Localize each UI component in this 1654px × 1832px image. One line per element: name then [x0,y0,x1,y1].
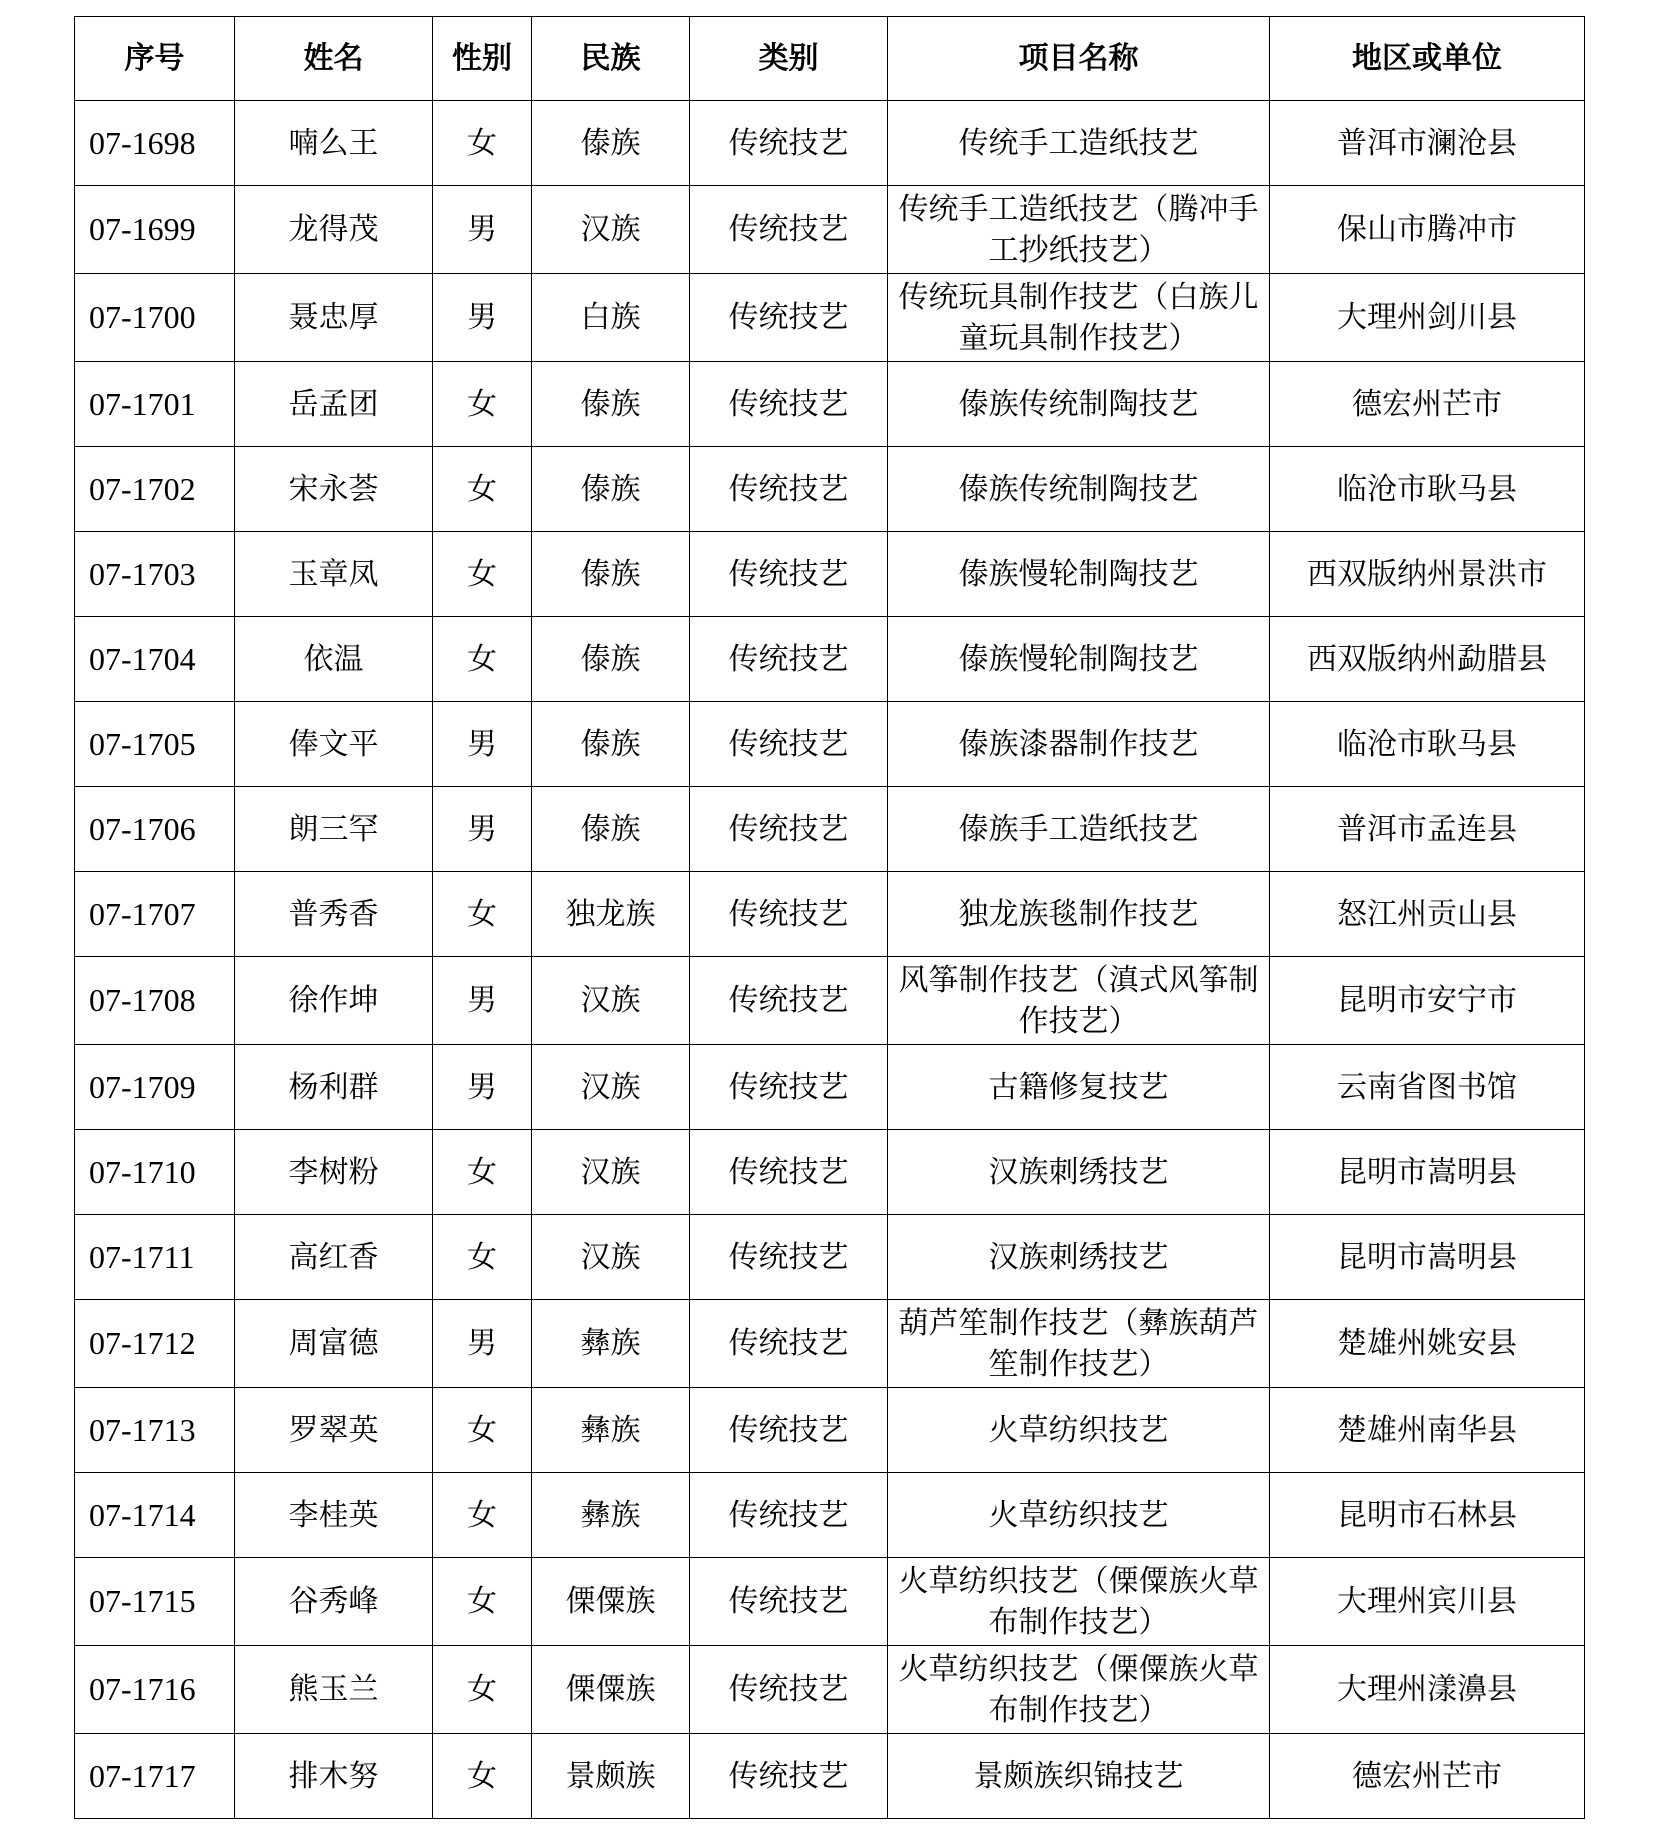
document-page [74,16,1584,1819]
header-gender: 性别 [433,17,532,101]
cell-project: 傣族漆器制作技艺 [888,702,1270,787]
table-row [75,274,1585,362]
cell-project: 火草纺织技艺 [888,1388,1270,1473]
cell-name: 排木努 [235,1734,433,1819]
cell-region: 昆明市安宁市 [1270,957,1585,1045]
cell-seq: 07-1710 [75,1130,235,1215]
cell-project: 风筝制作技艺（滇式风筝制作技艺） [888,957,1270,1045]
cell-ethnicity: 傣族 [532,532,690,617]
cell-seq: 07-1717 [75,1734,235,1819]
table-row [75,1388,1585,1473]
cell-project: 传统手工造纸技艺 [888,101,1270,186]
cell-category: 传统技艺 [690,1300,888,1388]
cell-name: 谷秀峰 [235,1558,433,1646]
cell-seq: 07-1704 [75,617,235,702]
cell-region: 德宏州芒市 [1270,362,1585,447]
cell-ethnicity: 傣族 [532,702,690,787]
cell-category: 传统技艺 [690,617,888,702]
cell-name: 朗三罕 [235,787,433,872]
cell-name: 玉章凤 [235,532,433,617]
cell-ethnicity: 彝族 [532,1473,690,1558]
cell-gender: 男 [433,957,532,1045]
header-seq: 序号 [75,17,235,101]
cell-category: 传统技艺 [690,274,888,362]
cell-seq: 07-1698 [75,101,235,186]
cell-name: 罗翠英 [235,1388,433,1473]
table-row [75,1646,1585,1734]
cell-gender: 男 [433,787,532,872]
cell-region: 德宏州芒市 [1270,1734,1585,1819]
cell-gender: 女 [433,1388,532,1473]
cell-region: 昆明市嵩明县 [1270,1130,1585,1215]
cell-name: 杨利群 [235,1045,433,1130]
cell-ethnicity: 傣族 [532,787,690,872]
cell-gender: 女 [433,617,532,702]
table-row [75,1473,1585,1558]
cell-region: 西双版纳州勐腊县 [1270,617,1585,702]
cell-gender: 女 [433,1130,532,1215]
cell-project: 傣族慢轮制陶技艺 [888,617,1270,702]
cell-seq: 07-1712 [75,1300,235,1388]
cell-category: 传统技艺 [690,186,888,274]
cell-category: 传统技艺 [690,101,888,186]
cell-ethnicity: 傈僳族 [532,1558,690,1646]
cell-seq: 07-1701 [75,362,235,447]
cell-seq: 07-1705 [75,702,235,787]
table-row [75,1300,1585,1388]
cell-region: 西双版纳州景洪市 [1270,532,1585,617]
cell-category: 传统技艺 [690,1734,888,1819]
cell-seq: 07-1709 [75,1045,235,1130]
header-row [75,17,1585,101]
cell-seq: 07-1708 [75,957,235,1045]
cell-category: 传统技艺 [690,1558,888,1646]
cell-project: 汉族刺绣技艺 [888,1130,1270,1215]
cell-ethnicity: 汉族 [532,957,690,1045]
cell-ethnicity: 傣族 [532,617,690,702]
cell-ethnicity: 汉族 [532,186,690,274]
cell-project: 传统手工造纸技艺（腾冲手工抄纸技艺） [888,186,1270,274]
cell-region: 楚雄州姚安县 [1270,1300,1585,1388]
cell-gender: 女 [433,1215,532,1300]
cell-name: 龙得茂 [235,186,433,274]
cell-gender: 男 [433,1045,532,1130]
cell-gender: 男 [433,186,532,274]
cell-name: 李桂英 [235,1473,433,1558]
cell-project: 传统玩具制作技艺（白族儿童玩具制作技艺） [888,274,1270,362]
cell-category: 传统技艺 [690,1473,888,1558]
cell-region: 普洱市澜沧县 [1270,101,1585,186]
cell-category: 传统技艺 [690,447,888,532]
cell-ethnicity: 汉族 [532,1045,690,1130]
cell-region: 云南省图书馆 [1270,1045,1585,1130]
cell-gender: 女 [433,532,532,617]
header-region: 地区或单位 [1270,17,1585,101]
cell-region: 普洱市孟连县 [1270,787,1585,872]
cell-category: 传统技艺 [690,1646,888,1734]
cell-ethnicity: 彝族 [532,1388,690,1473]
cell-name: 岳孟团 [235,362,433,447]
cell-ethnicity: 汉族 [532,1130,690,1215]
table-row [75,1130,1585,1215]
cell-seq: 07-1713 [75,1388,235,1473]
cell-name: 高红香 [235,1215,433,1300]
cell-project: 火草纺织技艺（傈僳族火草布制作技艺） [888,1558,1270,1646]
cell-name: 李树粉 [235,1130,433,1215]
cell-name: 周富德 [235,1300,433,1388]
cell-ethnicity: 景颇族 [532,1734,690,1819]
cell-seq: 07-1714 [75,1473,235,1558]
cell-region: 临沧市耿马县 [1270,702,1585,787]
table-body [75,101,1585,1819]
cell-name: 喃么王 [235,101,433,186]
cell-name: 徐作坤 [235,957,433,1045]
cell-seq: 07-1702 [75,447,235,532]
cell-name: 依温 [235,617,433,702]
table-row [75,1734,1585,1819]
cell-category: 传统技艺 [690,1215,888,1300]
cell-project: 葫芦笙制作技艺（彝族葫芦笙制作技艺） [888,1300,1270,1388]
cell-category: 传统技艺 [690,702,888,787]
cell-gender: 女 [433,1734,532,1819]
cell-gender: 男 [433,702,532,787]
cell-ethnicity: 傣族 [532,362,690,447]
cell-gender: 女 [433,872,532,957]
cell-gender: 男 [433,274,532,362]
header-category: 类别 [690,17,888,101]
table-row [75,362,1585,447]
cell-seq: 07-1715 [75,1558,235,1646]
cell-name: 熊玉兰 [235,1646,433,1734]
cell-gender: 女 [433,101,532,186]
cell-ethnicity: 傣族 [532,101,690,186]
cell-category: 传统技艺 [690,787,888,872]
cell-category: 传统技艺 [690,1130,888,1215]
cell-project: 独龙族毯制作技艺 [888,872,1270,957]
cell-ethnicity: 汉族 [532,1215,690,1300]
cell-project: 傣族手工造纸技艺 [888,787,1270,872]
cell-project: 景颇族织锦技艺 [888,1734,1270,1819]
cell-ethnicity: 独龙族 [532,872,690,957]
cell-seq: 07-1703 [75,532,235,617]
cell-gender: 女 [433,1473,532,1558]
header-name: 姓名 [235,17,433,101]
cell-name: 普秀香 [235,872,433,957]
cell-gender: 男 [433,1300,532,1388]
cell-region: 怒江州贡山县 [1270,872,1585,957]
table-row [75,872,1585,957]
table-row [75,787,1585,872]
table-row [75,617,1585,702]
cell-region: 保山市腾冲市 [1270,186,1585,274]
table-row [75,532,1585,617]
cell-region: 大理州漾濞县 [1270,1646,1585,1734]
cell-seq: 07-1711 [75,1215,235,1300]
cell-ethnicity: 彝族 [532,1300,690,1388]
cell-gender: 女 [433,1646,532,1734]
cell-ethnicity: 白族 [532,274,690,362]
cell-region: 昆明市嵩明县 [1270,1215,1585,1300]
cell-name: 俸文平 [235,702,433,787]
cell-seq: 07-1706 [75,787,235,872]
cell-name: 宋永荟 [235,447,433,532]
table-row [75,186,1585,274]
table-row [75,957,1585,1045]
cell-category: 传统技艺 [690,872,888,957]
cell-project: 汉族刺绣技艺 [888,1215,1270,1300]
table-row [75,1558,1585,1646]
cell-seq: 07-1699 [75,186,235,274]
cell-project: 火草纺织技艺（傈僳族火草布制作技艺） [888,1646,1270,1734]
cell-project: 火草纺织技艺 [888,1473,1270,1558]
table-row [75,1215,1585,1300]
cell-category: 传统技艺 [690,362,888,447]
cell-name: 聂忠厚 [235,274,433,362]
cell-region: 临沧市耿马县 [1270,447,1585,532]
cell-seq: 07-1707 [75,872,235,957]
cell-gender: 女 [433,362,532,447]
cell-gender: 女 [433,1558,532,1646]
cell-seq: 07-1716 [75,1646,235,1734]
table-row [75,447,1585,532]
inheritors-table [74,16,1585,1819]
cell-ethnicity: 傈僳族 [532,1646,690,1734]
cell-project: 傣族传统制陶技艺 [888,447,1270,532]
cell-project: 古籍修复技艺 [888,1045,1270,1130]
cell-region: 大理州宾川县 [1270,1558,1585,1646]
cell-seq: 07-1700 [75,274,235,362]
cell-category: 传统技艺 [690,1388,888,1473]
table-row [75,101,1585,186]
cell-project: 傣族慢轮制陶技艺 [888,532,1270,617]
cell-region: 楚雄州南华县 [1270,1388,1585,1473]
header-project: 项目名称 [888,17,1270,101]
cell-project: 傣族传统制陶技艺 [888,362,1270,447]
cell-region: 大理州剑川县 [1270,274,1585,362]
cell-gender: 女 [433,447,532,532]
table-row [75,702,1585,787]
cell-category: 传统技艺 [690,1045,888,1130]
cell-category: 传统技艺 [690,957,888,1045]
cell-region: 昆明市石林县 [1270,1473,1585,1558]
cell-category: 传统技艺 [690,532,888,617]
cell-ethnicity: 傣族 [532,447,690,532]
table-row [75,1045,1585,1130]
header-ethnicity: 民族 [532,17,690,101]
